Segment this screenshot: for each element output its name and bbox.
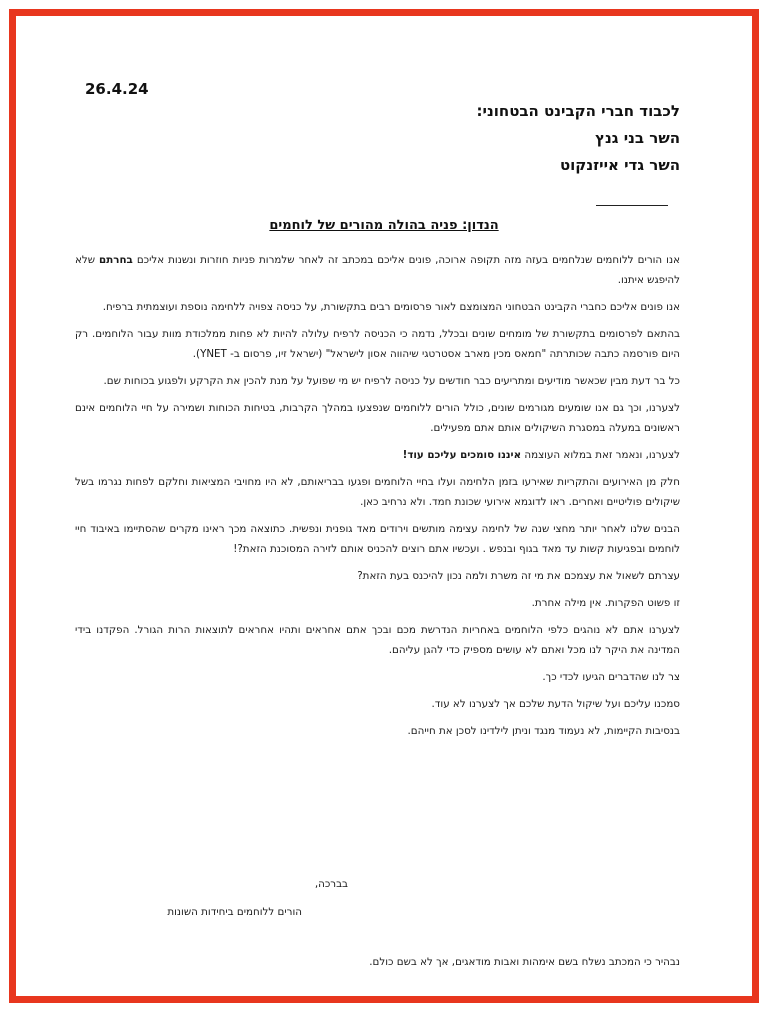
subject-line (60, 218, 708, 233)
paragraph-1 (75, 250, 680, 290)
paragraph-7: חלק מן האירועים והתקריות שאירעו בזמן הלחימה ועלו בחיי הלוחמים ופגעו בבריאותם, לא היו מחויבי המציאות וחלקם לפחות נגרמו בשל שיקולים פוליטיים ואחרים. ראו לדוגמא אירועי שכונת חמד. ולא נרחיב כאן. (75, 476, 680, 508)
addressee-minister-gantz: השר בני גנץ (595, 129, 680, 147)
paragraph-11: לצערנו אתם לא נוהגים כלפי הלוחמים באחריות הנדרשת מכם ובכך אתם אחראים ותהיו אחראים לתוצאות הרות הגורל. הפקדנו בידי המדינה את היקר לנו מכל ואתם לא עושים מספיק כדי להגן עליהם. (75, 624, 680, 656)
paragraph-9: עצרתם לשאול את עצמכם את מי זה משרת ולמה נכון להיכנס בעת הזאת? (357, 570, 680, 582)
paragraph-10: זו פשוט הפקרות. אין מילה אחרת. (531, 597, 680, 609)
addressee-block (477, 98, 680, 179)
paragraph-1-bold: בחרתם (99, 254, 133, 266)
paragraph-12: צר לנו שהדברים הגיעו לכדי כך. (542, 671, 680, 683)
paragraph-13: סמכנו עליכם ועל שיקול הדעת שלכם אך לצערנו לא עוד. (431, 698, 680, 710)
paragraph-8: הבנים שלנו לאחר יותר מחצי שנה של לחימה עצימה מותשים וירודים מאד גופנית ונפשית. כתוצאה מכך ראינו מקרים שהסתיימו באיבוד חיי לוחמים ובפגיעות קשות עד מאד בגוף ובנפש . ועכשיו אתם רוצים להכניס אותם לזירה המסוכנת הזאת?! (75, 523, 680, 555)
subject-text: הנדון: פניה בהולה מהורים של לוחמים (269, 218, 499, 233)
addressee-minister-eisenkot: השר גדי אייזנקוט (559, 156, 680, 174)
paragraph-14: בנסיבות הקיימות, לא נעמוד מנגד וניתן לילדינו לסכן את חייהם. (407, 725, 680, 737)
paragraph-5: לצערנו, וכך גם אנו שומעים מגורמים שונים, כולל הורים ללוחמים שנפצעו במהלך הקרבות, בטיחות הכוחות ושמירה על חיי הלוחמים אינם ראשונים במעלה במסגרת השיקולים אותם אתם מפעילים. (75, 402, 680, 434)
divider-line (596, 205, 668, 206)
paragraph-4: כל בר דעת מבין שכאשר מודיעים ומתריעים כבר חודשים על כניסה לרפיח יש מי שפועל על מנת להכין את הקרקע ולפגוע בכוחות שם. (103, 375, 680, 387)
paragraph-6-bold: איננו סומכים עליכם עוד! (402, 449, 522, 461)
signature: הורים ללוחמים ביחידות השונות (167, 906, 302, 918)
footnote: נבהיר כי המכתב נשלח בשם אימהות ואבות מודאגים, אך לא בשם כולם. (369, 956, 680, 968)
paragraph-6 (75, 445, 680, 465)
paragraph-1-text-a: אנו הורים ללוחמים שנלחמים בעזה מזה תקופה ארוכה, פונים אליכם במכתב זה לאחר שלמרות פניות חוזרות ונשנות אליכם (132, 254, 680, 266)
paragraph-6-text: לצערנו, ונאמר זאת במלוא העוצמה (521, 449, 680, 461)
addressee-heading: לכבוד חברי הקבינט הבטחוני: (476, 102, 680, 120)
paragraph-2: אנו פונים אליכם כחברי הקבינט הבטחוני המצומצם לאור פרסומים רבים בתקשורת, על כניסה צפויה ללחימה נוספת ועוצמתית ברפיח. (102, 301, 680, 313)
letter-body (75, 250, 680, 748)
letter-date: 26.4.24 (85, 80, 149, 98)
paragraph-3: בהתאם לפרסומים בתקשורת של מומחים שונים ובכלל, נדמה כי הכניסה לרפיח עלולה להיות לא פחות ממלכודת מוות עבור הלוחמים. רק היום פורסמה כתבה שכותרתה "חמאס מכין מארב אסטרטגי שיהווה אסון לישראל" (ישראל זיו, פרסום ב- YNET). (75, 328, 680, 360)
paragraph-1-text-b: שלא להיפגש איתנו. (75, 254, 680, 286)
closing-greeting: בברכה, (314, 878, 348, 890)
